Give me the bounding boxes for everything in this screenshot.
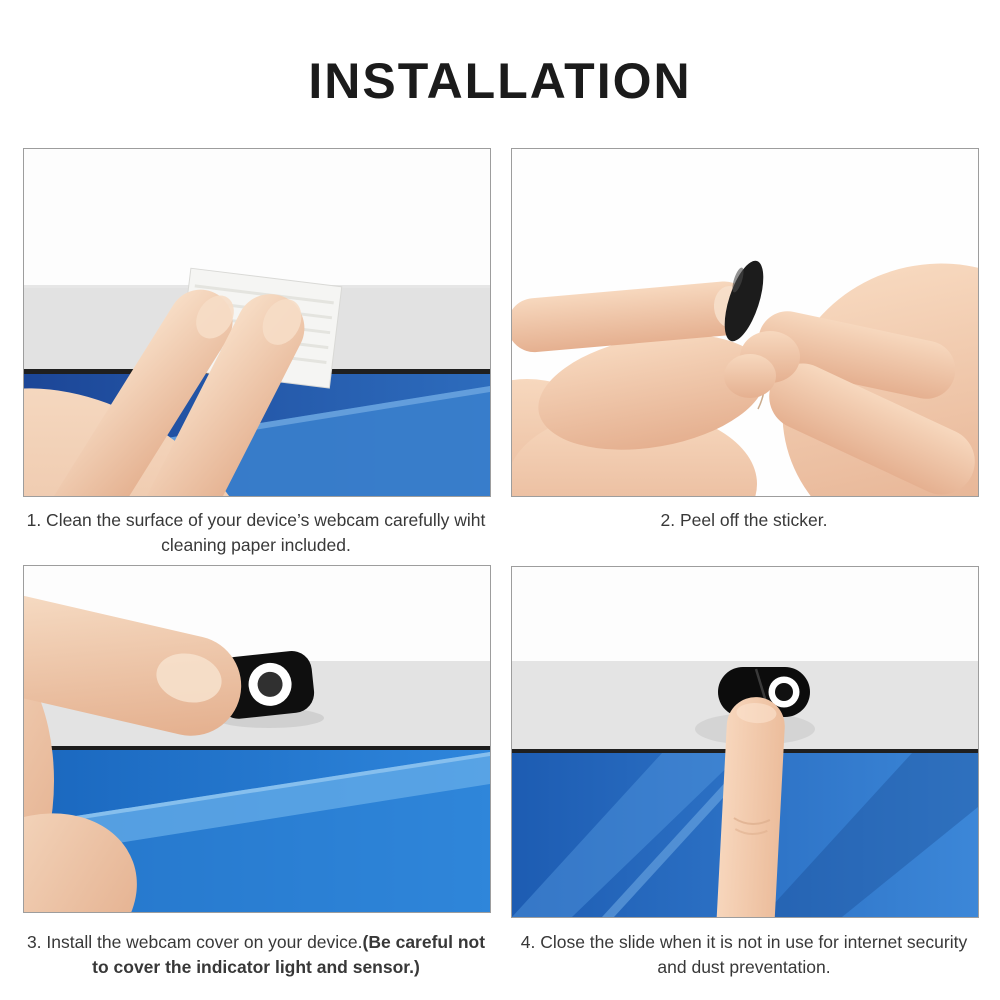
page-title: INSTALLATION xyxy=(308,53,692,109)
screen-edge xyxy=(24,746,490,750)
step-3-illustration xyxy=(24,566,490,912)
step-3-caption-bold: (Be careful not to cover the indicator light and sensor.) xyxy=(92,932,486,977)
camera-lens-covered xyxy=(775,683,793,701)
step-1-photo xyxy=(23,148,491,497)
step-1-caption: 1. Clean the surface of your device’s webcam carefully wiht cleaning paper included. xyxy=(26,510,486,555)
step-3-photo xyxy=(23,565,491,913)
step-4-caption: 4. Close the slide when it is not in use for internet security and dust preventation. xyxy=(520,932,968,977)
step-2-caption: 2. Peel off the sticker. xyxy=(660,510,828,530)
step-3-caption xyxy=(21,930,491,980)
step-4-illustration xyxy=(512,567,978,917)
step-1-illustration xyxy=(24,149,490,496)
step-3-caption-normal: 3. Install the webcam cover on your device. xyxy=(26,932,363,952)
step-2-photo xyxy=(511,148,979,497)
step-4-photo xyxy=(511,566,979,918)
step-2-illustration xyxy=(512,149,978,496)
